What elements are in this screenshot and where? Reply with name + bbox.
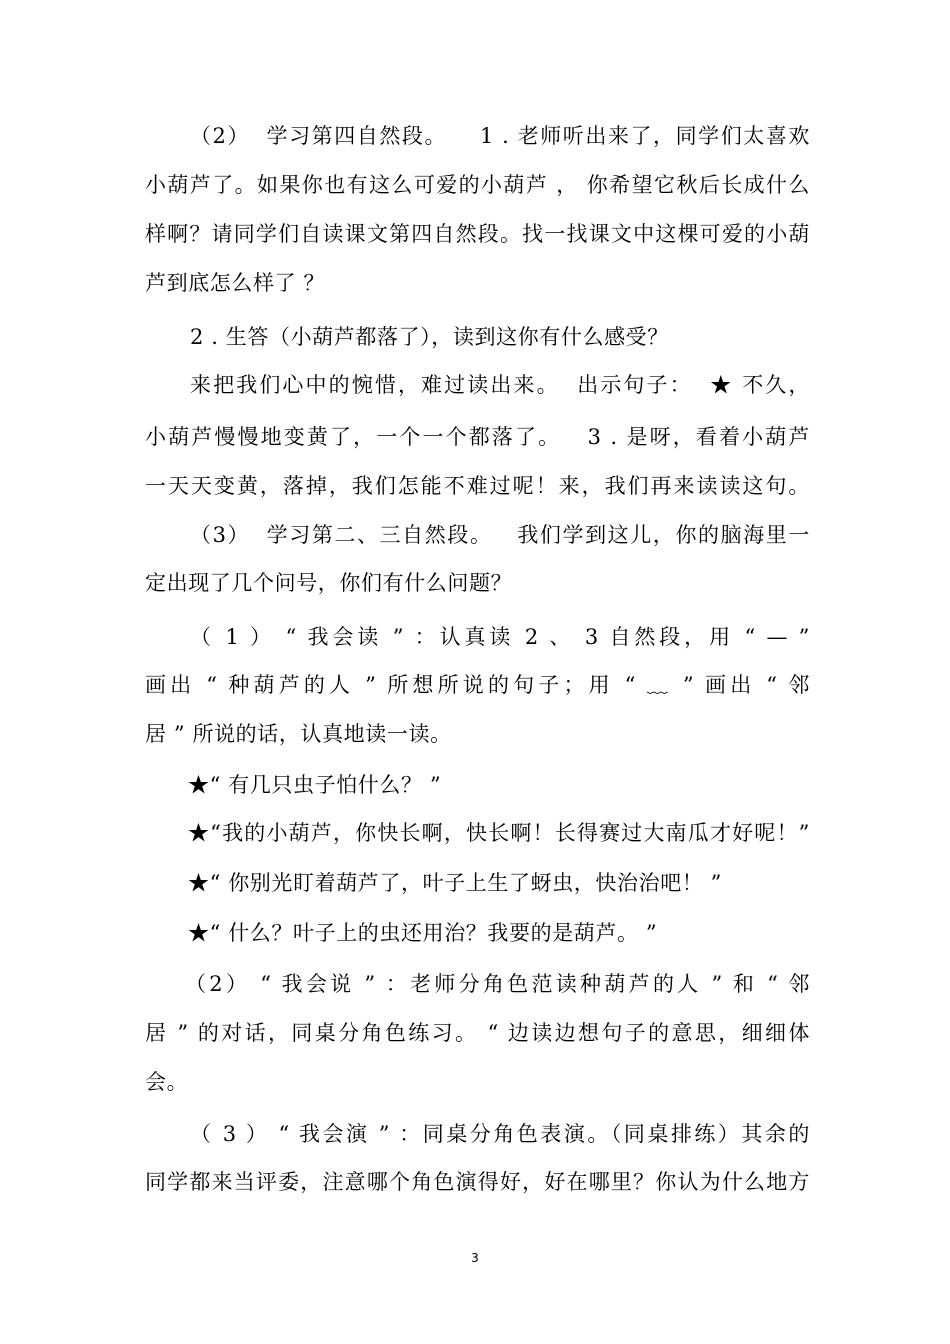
text-line: 画出 “ 种葫芦的人 ” 所想所说的句子；用 “ ﹏ ” 画出 “ 邻: [145, 673, 810, 697]
text-line: 同学都来当评委，注意哪个角色演得好，好在哪里？你认为什么地方: [145, 1170, 810, 1194]
text-line: 来把我们心中的惋惜，难过读出来。 出示句子： ★ 不久，: [190, 373, 810, 397]
text-line: 小葫芦慢慢地变黄了，一个一个都落了。 3 . 是呀，看着小葫芦: [145, 425, 810, 449]
text-line: （ 3 ） “ 我会演 ” ：同桌分角色表演。（同桌排练）其余的: [190, 1122, 810, 1146]
text-line: 2 . 生答（小葫芦都落了），读到这你有什么感受？: [190, 325, 669, 349]
text-line: ★“ 什么？叶子上的虫还用治？我要的是葫芦。 ”: [188, 921, 658, 945]
text-line: 会。: [145, 1070, 189, 1094]
text-line: （2） 学习第四自然段。 1 . 老师听出来了，同学们太喜欢: [190, 124, 810, 148]
text-line: 定出现了几个问号，你们有什么问题？: [145, 571, 513, 595]
text-line: （3） 学习第二、三自然段。 我们学到这儿，你的脑海里一: [190, 523, 810, 547]
text-line: ★“ 有几只虫子怕什么？ ”: [188, 773, 442, 797]
text-line: 小葫芦了。如果你也有这么可爱的小葫芦 ， 你希望它秋后长成什么: [145, 173, 810, 197]
text-line: ★“ 你别光盯着葫芦了，叶子上生了蚜虫，快治治吧！ ”: [188, 871, 723, 895]
text-line: 一天天变黄，落掉，我们怎能不难过呢！来，我们再来读读这句。: [145, 474, 810, 498]
text-line: 芦到底怎么样了 ？: [145, 271, 326, 295]
text-line: （ 1 ） “ 我会读 ” ：认真读 2 、 3 自然段，用 “ — ”: [190, 625, 810, 649]
text-line: 居 ” 所说的话，认真地读一读。: [145, 722, 452, 746]
text-line: 居 ” 的对话，同桌分角色练习。 “ 边读边想句子的意思，细细体: [145, 1021, 810, 1045]
text-line: ★“我的小葫芦，你快长啊，快长啊！长得赛过大南瓜才好呢！”: [188, 821, 810, 845]
text-line: 样啊？请同学们自读课文第四自然段。找一找课文中这棵可爱的小葫: [145, 222, 810, 246]
text-line: （2） “ 我会说 ” ：老师分角色范读种葫芦的人 ” 和 “ 邻: [185, 972, 810, 996]
page-number: 3: [471, 1251, 479, 1265]
